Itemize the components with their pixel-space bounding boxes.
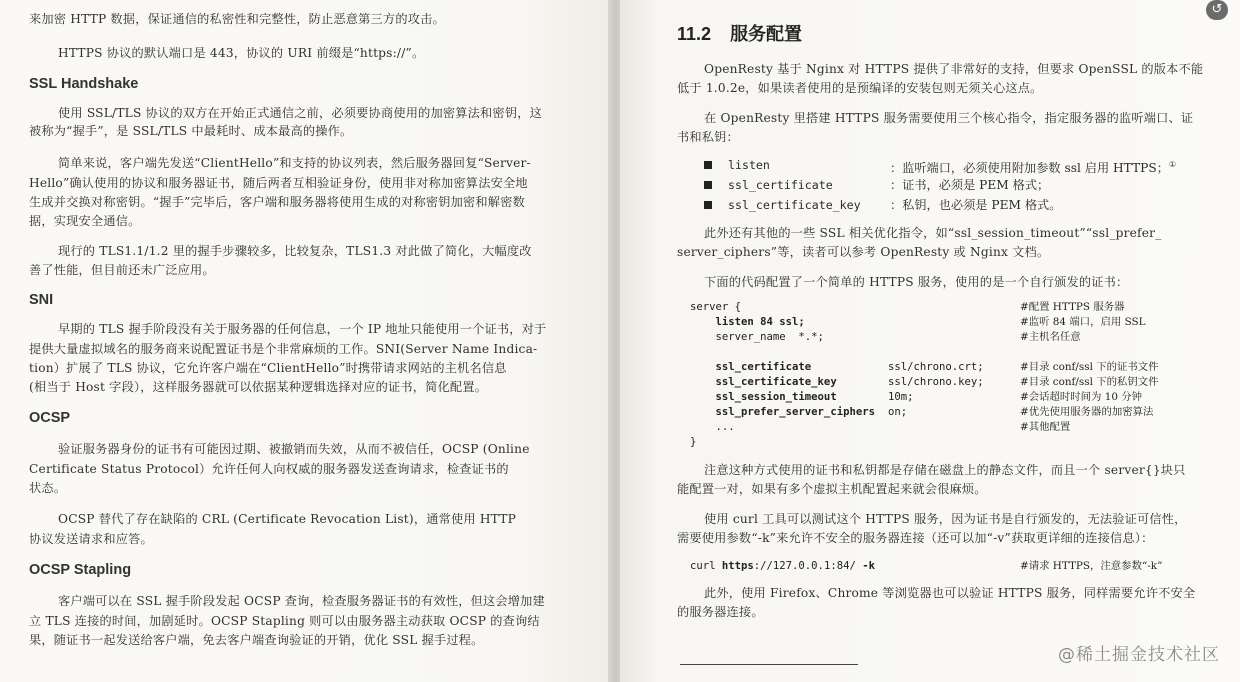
heading-ocsp: OCSP (29, 410, 71, 426)
paragraph: 在 OpenResty 里搭建 HTTPS 服务需要使用三个核心指令，指定服务器的监听端口、证 (704, 111, 1194, 125)
directive-name: ssl_certificate_key (728, 198, 861, 212)
paragraph: 生成并交换对称密钥。“握手”完毕后，客户端和服务器将使用生成的对称密钥加密和解密数 (29, 195, 525, 209)
code-directive: server_name *.*; (690, 331, 824, 343)
paragraph: server_ciphers”等，读者可以参考 OpenResty 或 Nginx 文档。 (677, 245, 1050, 259)
paragraph: 使用 SSL/TLS 协议的双方在开始正式通信之前，必须要协商使用的加密算法和密钥，这 (58, 106, 542, 120)
curl-cmd: curl (690, 560, 722, 572)
paragraph: 善了性能，但目前还未广泛应用。 (29, 263, 215, 277)
code-block (690, 300, 1230, 460)
paragraph: 现行的 TLS1.1/1.2 里的握手步骤较多，比较复杂，TLS1.3 对此做了简化，大幅度改 (58, 244, 532, 258)
paragraph: 来加密 HTTP 数据，保证通信的私密性和完整性，防止恶意第三方的攻击。 (29, 12, 445, 26)
paragraph: 据，实现安全通信。 (29, 214, 141, 228)
paragraph: 协议发送请求和应答。 (29, 532, 153, 546)
code-directive: ssl_session_timeout (690, 391, 837, 403)
paragraph: 果，随证书一起发送给客户端，免去客户端查询验证的开销，优化 SSL 握手过程。 (29, 633, 484, 647)
footnote-rule (680, 664, 858, 665)
code-comment: #监听 84 端口，启用 SSL (1020, 316, 1146, 328)
paragraph: 的服务器连接。 (677, 605, 764, 619)
section-title: 服务配置 (730, 24, 803, 44)
heading-ssl-handshake: SSL Handshake (29, 76, 139, 92)
code-comment: #配置 HTTPS 服务器 (1020, 301, 1125, 313)
right-page (620, 0, 1240, 682)
paragraph: OpenResty 基于 Nginx 对 HTTPS 提供了非常好的支持，但要求 OpenSSL 的版本不能 (704, 62, 1204, 76)
code-directive: ssl_certificate (690, 361, 812, 373)
bullet-square (704, 201, 712, 209)
code-comment: #目录 conf/ssl 下的证书文件 (1020, 361, 1159, 373)
paragraph: 状态。 (29, 481, 67, 495)
code-directive: server { (690, 301, 742, 313)
paragraph: 简单来说，客户端先发送“ClientHello”和支持的协议列表，然后服务器回复“Server- (58, 156, 531, 170)
paragraph: Certificate Status Protocol）允许任何人向权威的服务器发送查询请求，检查证书的 (29, 462, 509, 476)
paragraph: 能配置一对，如果有多个虚拟主机配置起来就会很麻烦。 (677, 482, 987, 496)
curl-scheme: https (721, 560, 754, 572)
bullet-square (704, 161, 712, 169)
directive-desc-text: ：监听端口，必须使用附加参数 ssl 启用 HTTPS； (890, 161, 1169, 176)
paragraph: 此外还有其他的一些 SSL 相关优化指令，如“ssl_session_timeout”“ssl_prefer_ (704, 226, 1162, 240)
paragraph: 书和私钥： (677, 130, 739, 144)
curl-flag: -k (862, 560, 875, 572)
directive-desc: ：证书，必须是 PEM 格式； (890, 178, 1050, 192)
bullet-square (704, 181, 712, 189)
section-heading (677, 20, 802, 46)
curl-command (690, 559, 875, 574)
directive-desc: ：私钥，也必须是 PEM 格式。 (890, 198, 1062, 212)
paragraph: 注意这种方式使用的证书和私钥都是存储在磁盘上的静态文件，而且一个 server{}块只 (704, 463, 1186, 477)
paragraph: 需要使用参数“-k”来允许不安全的服务器连接（还可以加“-v”获取更详细的连接信息）： (677, 531, 1154, 545)
code-comment: #主机名任意 (1020, 331, 1081, 343)
paragraph: (相当于 Host 字段），这样服务器就可以依据某种逻辑选择对应的证书，简化配置。 (29, 380, 488, 394)
footnote-marker: ① (1168, 160, 1177, 169)
code-comment: #优先使用服务器的加密算法 (1020, 406, 1154, 418)
paragraph: HTTPS 协议的默认端口是 443，协议的 URI 前缀是“https://”。 (58, 46, 425, 60)
heading-ocsp-stapling: OCSP Stapling (29, 562, 132, 578)
paragraph: 下面的代码配置了一个简单的 HTTPS 服务，使用的是一个自行颁发的证书： (704, 275, 1129, 289)
paragraph: 早期的 TLS 握手阶段没有关于服务器的任何信息，一个 IP 地址只能使用一个证书，对于 (58, 322, 547, 336)
code-directive: ... (690, 421, 735, 433)
directive-name: listen (728, 158, 770, 172)
code-comment: #会话超时时间为 10 分钟 (1020, 391, 1143, 403)
curl-url: ://127.0.0.1:84/ (753, 560, 863, 572)
left-page (0, 0, 612, 682)
heading-sni: SNI (29, 292, 54, 308)
directive-name: ssl_certificate (728, 178, 833, 192)
paragraph: 验证服务器身份的证书有可能因过期、被撤销而失效，从而不被信任，OCSP (Online (58, 442, 530, 456)
code-directive: ssl_prefer_server_ciphers (690, 406, 875, 418)
paragraph: 低于 1.0.2e，如果读者使用的是预编译的安装包则无须关心这点。 (677, 81, 1043, 95)
section-number: 11.2 (677, 24, 712, 44)
history-icon[interactable]: ↺ (1206, 0, 1228, 20)
code-directive: ssl_certificate_key (690, 376, 837, 388)
code-value: ssl/chrono.key; (888, 376, 984, 388)
code-comment: #其他配置 (1020, 421, 1071, 433)
paragraph: OCSP 替代了存在缺陷的 CRL (Certificate Revocation List)，通常使用 HTTP (58, 512, 516, 526)
code-comment: #目录 conf/ssl 下的私钥文件 (1020, 376, 1159, 388)
watermark: @稀土掘金技术社区 (1058, 645, 1220, 665)
paragraph: tion）扩展了 TLS 协议，它允许客户端在“ClientHello”时携带请求网站的主机名信息 (29, 361, 507, 375)
paragraph: Hello”确认使用的协议和服务器证书，随后两者互相验证身份，使用非对称加密算法安全地 (29, 176, 528, 190)
paragraph: 立 TLS 连接的时间，加剧延时。OCSP Stapling 则可以由服务器主动获取 OCSP 的查询结 (29, 614, 540, 628)
paragraph: 使用 curl 工具可以测试这个 HTTPS 服务，因为证书是自行颁发的，无法验证可信性， (704, 512, 1187, 526)
paragraph: 此外，使用 Firefox、Chrome 等浏览器也可以验证 HTTPS 服务，同样需要允许不安全 (704, 586, 1196, 600)
curl-comment: #请求 HTTPS，注意参数“-k” (1020, 560, 1163, 572)
paragraph: 客户端可以在 SSL 握手阶段发起 OCSP 查询，检查服务器证书的有效性，但这会增加建 (58, 594, 545, 608)
code-value: 10m; (888, 391, 914, 403)
paragraph: 提供大量虚拟域名的服务商来说配置证书是个非常麻烦的工作。SNI(Server Name Indica- (29, 342, 538, 356)
code-directive: } (690, 436, 697, 448)
code-value: ssl/chrono.crt; (888, 361, 984, 373)
paragraph: 被称为“握手”，是 SSL/TLS 中最耗时、成本最高的操作。 (29, 124, 353, 138)
code-directive: listen 84 ssl; (690, 316, 805, 328)
code-value: on; (888, 406, 908, 418)
